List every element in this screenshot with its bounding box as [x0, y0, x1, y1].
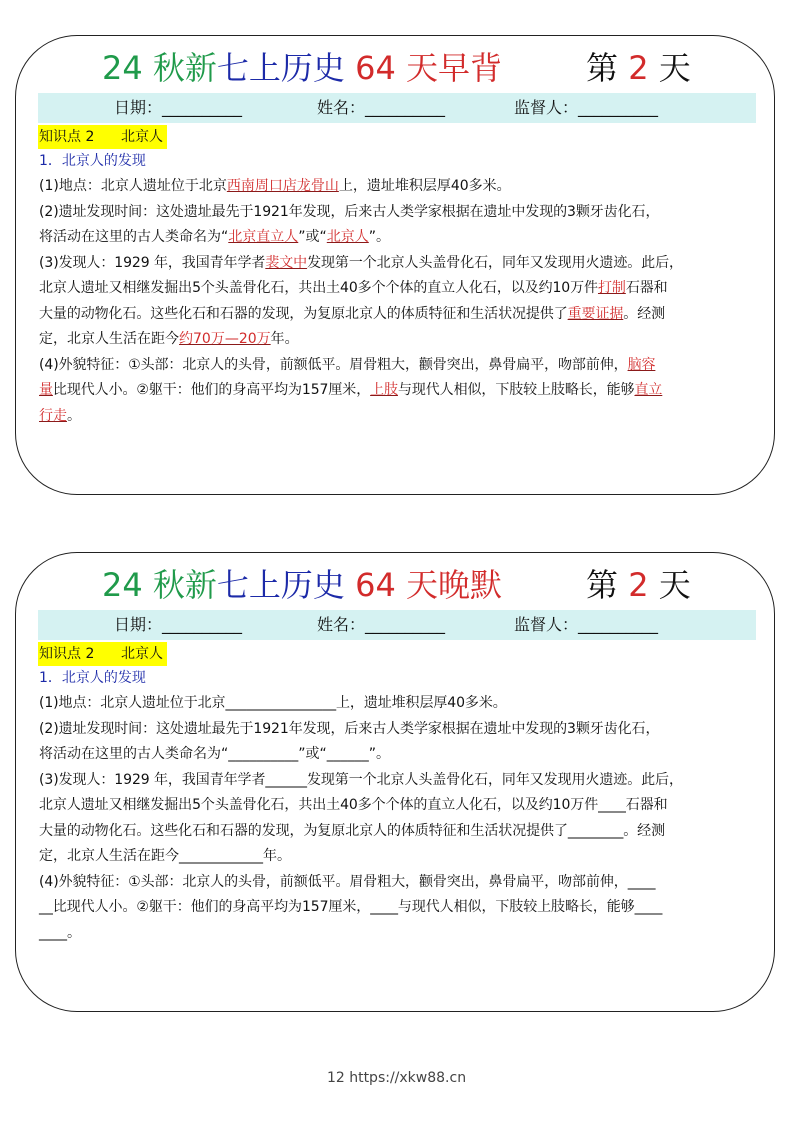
text-segment: 北京人遗址又相继发掘出5个头盖骨化石，共出土40多个个体的直立人化石，以及约10万件____石器和 [39, 797, 668, 813]
knowledge-point-label: 知识点 2 北京人 [38, 125, 167, 149]
evening-dictation-card [15, 552, 775, 1012]
text-segment: (1)地点：北京人遗址位于北京________________上，遗址堆积层厚40多米。 [39, 695, 507, 711]
card-body [39, 174, 759, 429]
day-label: 第 [586, 566, 629, 604]
info-band [38, 610, 756, 640]
text-line [39, 276, 759, 302]
answer-highlight: 直立 [634, 382, 663, 398]
text-line [39, 717, 759, 743]
answer-highlight: 约70万—20万 [179, 331, 271, 347]
text-segment: 比现代人小。②躯干：他们的身高平均为157厘米， [52, 382, 371, 398]
text-line [39, 378, 759, 404]
text-line [39, 895, 759, 921]
text-line [39, 819, 759, 845]
answer-highlight: 打制 [597, 280, 626, 296]
morning-recitation-card [15, 35, 775, 495]
text-line [39, 353, 759, 379]
answer-highlight: 上肢 [370, 382, 398, 398]
card-body [39, 691, 759, 946]
text-line [39, 768, 759, 794]
section-heading: 1．北京人的发现 [39, 670, 146, 686]
text-line [39, 251, 759, 277]
text-line [39, 742, 759, 768]
name-field: 姓名：__________ [317, 615, 446, 634]
text-segment: 。经测 [623, 305, 666, 322]
day-label: 天 [648, 566, 691, 604]
text-segment: 定，北京人生活在距今 [39, 331, 179, 347]
text-segment: __比现代人小。②躯干：他们的身高平均为157厘米，____与现代人相似，下肢较上肢略长，能够____ [39, 899, 663, 915]
supervisor-field: 监督人：__________ [514, 615, 659, 634]
answer-highlight: 北京直立人 [228, 229, 299, 245]
text-segment: ”或“ [298, 229, 327, 245]
text-segment: (2)遗址发现时间：这处遗址最先于1921年发现，后来古人类学家根据在遗址中发现的3颗牙齿化石， [39, 720, 660, 737]
card-title [16, 563, 774, 607]
text-segment: ____。 [39, 924, 81, 941]
title-part: 七上历史 [216, 49, 345, 87]
answer-highlight: 量 [39, 382, 53, 398]
day-label: 天 [648, 49, 691, 87]
text-segment: 将活动在这里的古人类命名为“__________”或“______”。 [39, 746, 391, 762]
answer-highlight: 西南周口店龙骨山 [226, 178, 339, 194]
section-heading: 1．北京人的发现 [39, 153, 146, 169]
text-line [39, 691, 759, 717]
answer-highlight: 重要证据 [567, 305, 624, 322]
text-segment: 大量的动物化石。这些化石和石器的发现，为复原北京人的体质特征和生活状况提供了 [39, 305, 568, 322]
text-line [39, 174, 759, 200]
text-segment: (1)地点：北京人遗址位于北京 [39, 178, 227, 194]
text-line [39, 844, 759, 870]
text-line [39, 870, 759, 896]
text-line [39, 302, 759, 328]
text-segment: 发现第一个北京人头盖骨化石，同年又发现用火遗迹。此后， [307, 254, 683, 271]
answer-highlight: 北京人 [326, 229, 369, 245]
text-segment: 将活动在这里的古人类命名为“ [39, 229, 229, 245]
text-segment: 年。 [270, 331, 299, 347]
text-segment: 。 [67, 407, 81, 424]
text-line [39, 327, 759, 353]
text-segment: 大量的动物化石。这些化石和石器的发现，为复原北京人的体质特征和生活状况提供了________。经测 [39, 822, 665, 839]
text-segment: (3)发现人：1929 年，我国青年学者______发现第一个北京人头盖骨化石，同年又发现用火遗迹。此后， [39, 771, 683, 788]
info-band [38, 93, 756, 123]
text-segment: 石器和 [625, 280, 668, 296]
supervisor-field: 监督人：__________ [514, 98, 659, 117]
answer-highlight: 裴文中 [265, 254, 308, 271]
text-segment: 定，北京人生活在距今____________年。 [39, 848, 291, 864]
day-number: 2 [628, 49, 649, 87]
text-line [39, 404, 759, 430]
card-title [16, 46, 774, 90]
text-segment: (4)外貌特征：①头部：北京人的头骨，前额低平。眉骨粗大，颧骨突出，鼻骨扁平，吻部前伸，____ [39, 873, 656, 890]
text-segment: (3)发现人：1929 年，我国青年学者 [39, 254, 266, 271]
day-label: 第 [586, 49, 629, 87]
text-segment: (2)遗址发现时间：这处遗址最先于1921年发现，后来古人类学家根据在遗址中发现的3颗牙齿化石， [39, 203, 660, 220]
title-part: 64 天早背 [355, 49, 502, 87]
knowledge-point-label: 知识点 2 北京人 [38, 642, 167, 666]
text-segment: 上，遗址堆积层厚40多米。 [338, 178, 511, 194]
answer-highlight: 脑容 [627, 356, 656, 373]
title-part: 64 天晚默 [355, 566, 502, 604]
date-field: 日期：__________ [114, 98, 243, 117]
title-part: 24 秋新 [102, 566, 217, 604]
text-line [39, 225, 759, 251]
text-line [39, 793, 759, 819]
title-part: 七上历史 [216, 566, 345, 604]
text-segment: (4)外貌特征：①头部：北京人的头骨，前额低平。眉骨粗大，颧骨突出，鼻骨扁平，吻部前伸， [39, 356, 628, 373]
answer-highlight: 行走 [39, 407, 67, 424]
day-number: 2 [628, 566, 649, 604]
text-segment: 北京人遗址又相继发掘出5个头盖骨化石，共出土40多个个体的直立人化石，以及约10万件 [39, 280, 598, 296]
text-segment: ”。 [368, 229, 391, 245]
text-line [39, 200, 759, 226]
name-field: 姓名：__________ [317, 98, 446, 117]
text-line [39, 921, 759, 947]
page-footer: 12 https://xkw88.cn [326, 1070, 467, 1086]
text-segment: 与现代人相似，下肢较上肢略长，能够 [397, 382, 635, 398]
title-part: 24 秋新 [102, 49, 217, 87]
date-field: 日期：__________ [114, 615, 243, 634]
